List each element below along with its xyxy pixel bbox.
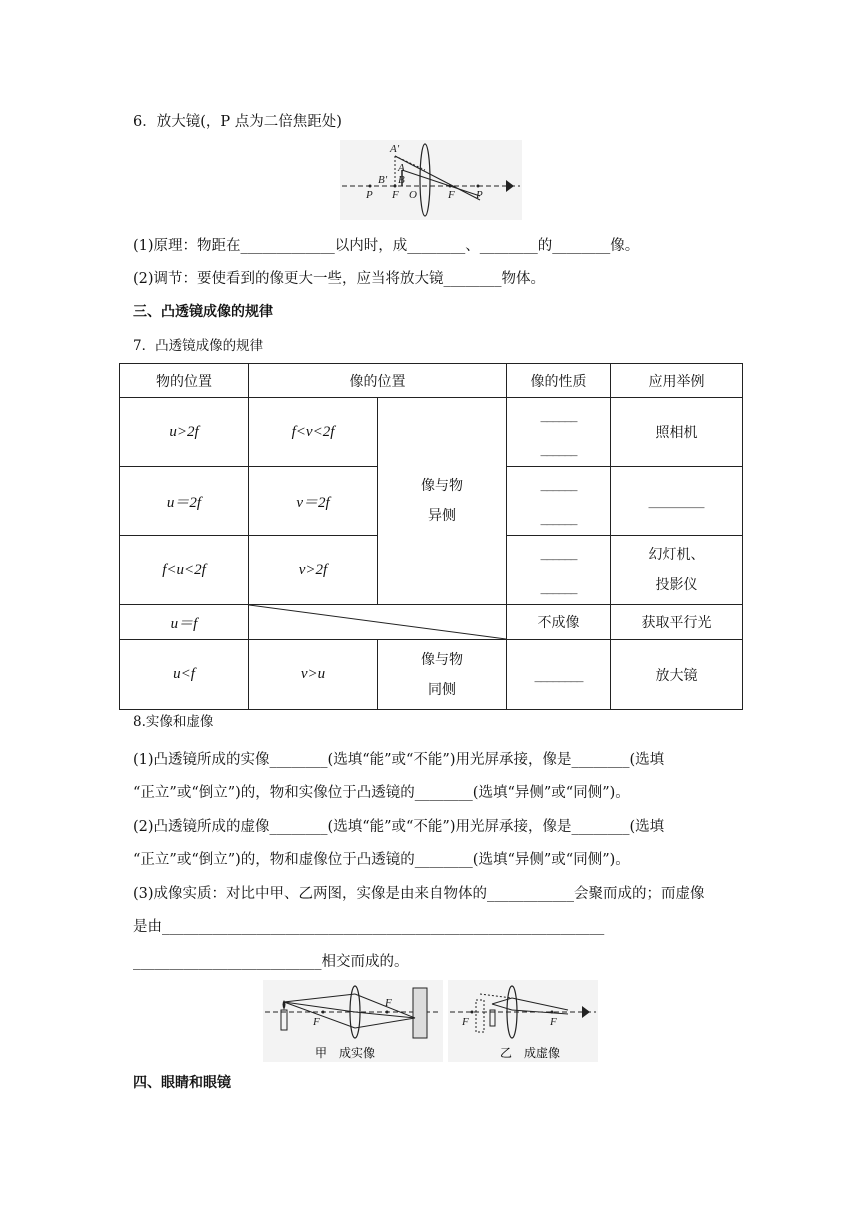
header-image-position: 像的位置 — [249, 364, 507, 398]
label-o: O — [409, 189, 417, 201]
section8-l2: “正立”或“倒立”)的，物和实像位于凸透镜的________(选填“异侧”或“同侧”)。 — [133, 785, 630, 801]
section7-title: 7．凸透镜成像的规律 — [133, 338, 264, 354]
row4-nature: 不成像 — [507, 605, 611, 640]
label-b-prime: B′ — [378, 174, 388, 186]
label-a-prime: A′ — [390, 143, 400, 155]
row4-u: u＝f — [120, 605, 249, 640]
section8-l3: (2)凸透镜所成的虚像________(选填“能”或“不能”)用光屏承接，像是________(选填 — [133, 819, 665, 835]
section8-l6: 是由_____________________________________________________________ — [133, 919, 605, 935]
row2-u: u＝2f — [120, 467, 249, 536]
side-opposite: 像与物 异侧 — [378, 398, 507, 605]
section6-q2: (2)调节：要使看到的像更大一些，应当将放大镜________物体。 — [133, 271, 546, 287]
row2-app: ________ — [611, 467, 743, 536]
row5-app: 放大镜 — [611, 640, 743, 710]
section8-l1: (1)凸透镜所成的实像________(选填“能”或“不能”)用光屏承接，像是________(选填 — [133, 752, 665, 768]
label-f-left: F — [392, 189, 399, 201]
section8-l7: __________________________相交而成的。 — [133, 954, 409, 970]
side-same: 像与物 同侧 — [378, 640, 507, 710]
section8-title: 8.实像和虚像 — [133, 714, 214, 730]
section8-l5: (3)成像实质：对比中甲、乙两图，实像是由来自物体的____________会聚而成的；而虚像 — [133, 886, 705, 902]
row4-diagonal-cell — [249, 605, 507, 640]
header-object-position: 物的位置 — [120, 364, 249, 398]
fig-b-f4: F — [550, 1016, 557, 1028]
caption-virtual: 乙 成虚像 — [500, 1046, 561, 1060]
row3-u: f<u<2f — [120, 536, 249, 605]
label-p-left: P — [366, 189, 373, 201]
label-p-right: P — [476, 189, 483, 201]
row3-nature: ______ ______ — [507, 536, 611, 605]
row3-app: 幻灯机、 投影仪 — [611, 536, 743, 605]
row2-v: v＝2f — [249, 467, 378, 536]
virtual-image-figure — [448, 980, 598, 1062]
fig-a-f1: F — [313, 1016, 320, 1028]
header-image-nature: 像的性质 — [507, 364, 611, 398]
row1-nature: ______ ______ — [507, 398, 611, 467]
row5-v: v>u — [249, 640, 378, 710]
magnifier-figure — [340, 140, 522, 220]
section6-q1: (1)原理：物距在_____________以内时，成________、________的________像。 — [133, 238, 640, 254]
lens-rules-table — [119, 363, 743, 710]
label-f-right: F — [448, 189, 455, 201]
heading-4: 四、眼睛和眼镜 — [133, 1075, 231, 1091]
real-image-figure — [263, 980, 443, 1062]
row1-u: u>2f — [120, 398, 249, 467]
fig-b-f3: F — [462, 1016, 469, 1028]
row4-app: 获取平行光 — [611, 605, 743, 640]
fig-a-f2: F — [385, 997, 392, 1009]
row5-u: u<f — [120, 640, 249, 710]
row5-nature: ________ — [507, 640, 611, 710]
header-application: 应用举例 — [611, 364, 743, 398]
caption-real: 甲 成实像 — [315, 1046, 376, 1060]
row3-v: v>2f — [249, 536, 378, 605]
row2-nature: ______ ______ — [507, 467, 611, 536]
label-b: B — [398, 174, 405, 186]
row1-app: 照相机 — [611, 398, 743, 467]
label-a: A — [398, 162, 405, 174]
section6-title: 6．放大镜(，P 点为二倍焦距处) — [133, 114, 342, 130]
section8-l4: “正立”或“倒立”)的，物和虚像位于凸透镜的________(选填“异侧”或“同侧”)。 — [133, 852, 630, 868]
row1-v: f<v<2f — [249, 398, 378, 467]
heading-3: 三、凸透镜成像的规律 — [133, 304, 273, 320]
